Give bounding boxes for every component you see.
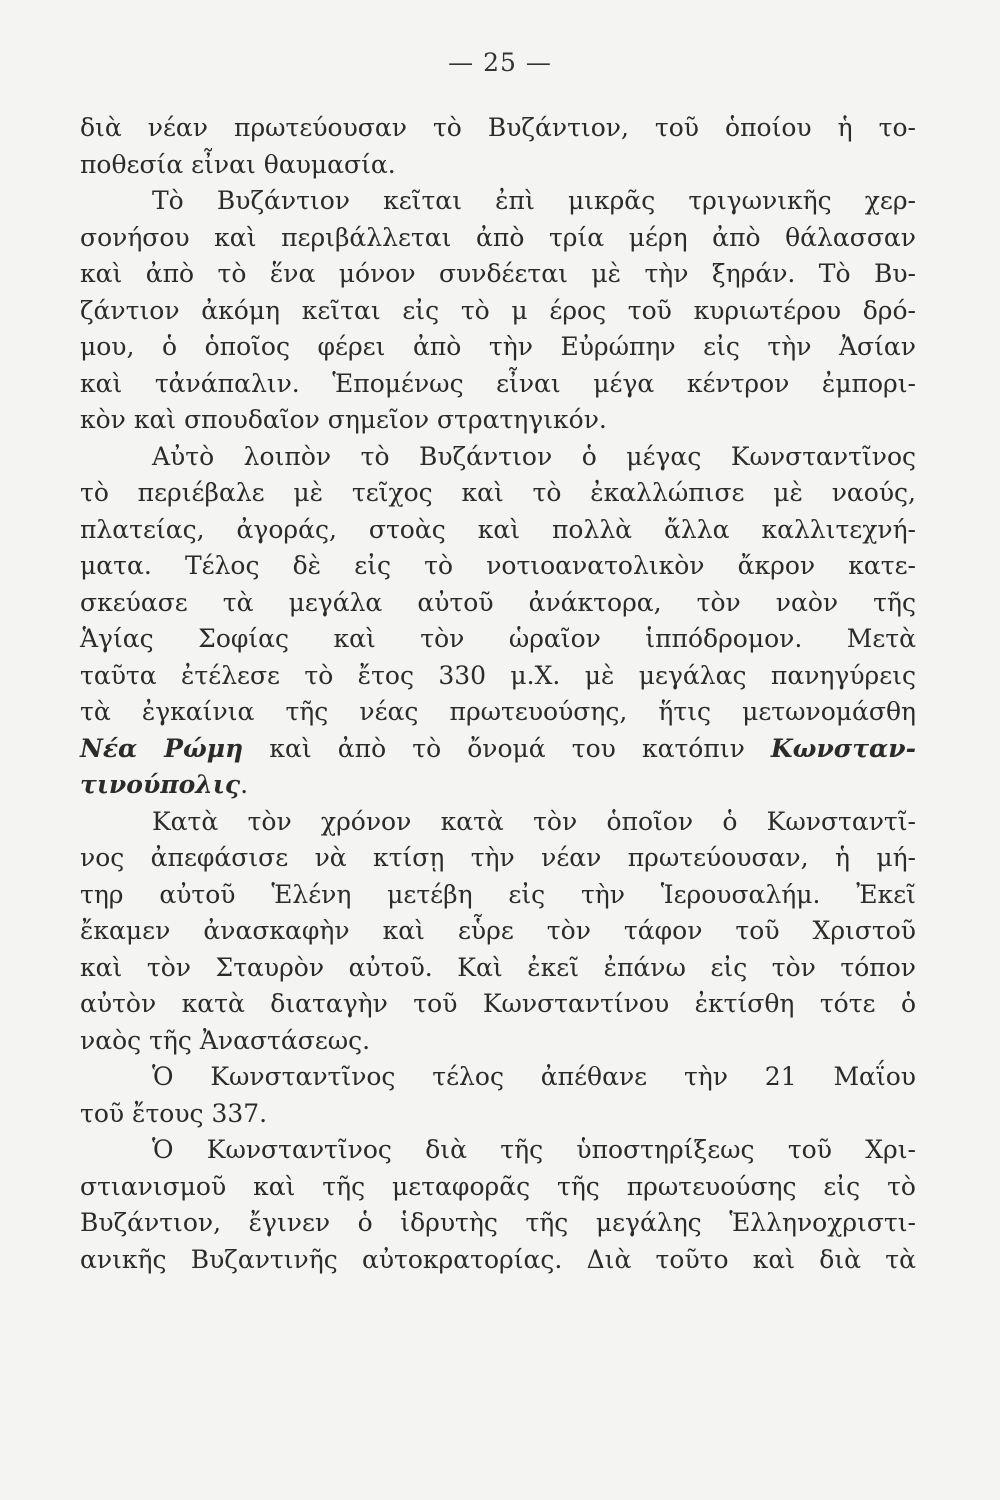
emphasis-konstantinoupolis: Κωνσταν- xyxy=(770,733,916,763)
text-line: Βυζάντιον, ἔγινεν ὁ ἱδρυτὴς τῆς μεγάλης Ἑλληνοχριστι- xyxy=(80,1208,916,1237)
text-line: τὸ περιέβαλε μὲ τεῖχος καὶ τὸ ἐκαλλώπισε μὲ ναούς, xyxy=(80,478,916,507)
text-fragment: καὶ ἀπὸ τὸ ὄνομά του κατόπιν xyxy=(243,733,771,763)
text-line: καὶ ἀπὸ τὸ ἕνα μόνον συνδέεται μὲ τὴν ξηράν. Τὸ Βυ- xyxy=(80,259,916,288)
text-line: Ἁγίας Σοφίας καὶ τὸν ὡραῖον ἱππόδρομον. Μετὰ xyxy=(80,624,916,653)
text-line: διὰ νέαν πρωτεύουσαν τὸ Βυζάντιον, τοῦ ὁποίου ἡ το- xyxy=(80,113,916,142)
text-line: τοῦ ἔτους 337. xyxy=(80,1098,268,1128)
text-line: ταῦτα ἐτέλεσε τὸ ἔτος 330 μ.Χ. μὲ μεγάλας πανηγύρεις xyxy=(80,660,916,690)
text-line: Τὸ Βυζάντιον κεῖται ἐπὶ μικρᾶς τριγωνικῆς χερ- xyxy=(152,186,916,215)
body-text xyxy=(80,110,916,1278)
text-line: τηρ αὐτοῦ Ἑλένη μετέβη εἰς τὴν Ἱερουσαλήμ. Ἐκεῖ xyxy=(80,879,916,909)
text-line xyxy=(80,731,916,768)
text-line: κὸν καὶ σπουδαῖον σημεῖον στρατηγικόν. xyxy=(80,405,607,434)
text-line: Ὁ Κωνσταντῖνος τέλος ἀπέθανε τὴν 21 Μαΐου xyxy=(152,1062,916,1091)
emphasis-konstantinoupolis-end: τινούπολις xyxy=(80,770,241,799)
text-line: καὶ τἀνάπαλιν. Ἑπομένως εἶναι μέγα κέντρον ἐμπορι- xyxy=(80,368,916,398)
text-line xyxy=(80,767,916,804)
text-line: Αὐτὸ λοιπὸν τὸ Βυζάντιον ὁ μέγας Κωνσταντῖνος xyxy=(152,441,916,471)
text-line: ανικῆς Βυζαντινῆς αὐτοκρατορίας. Διὰ τοῦτο καὶ διὰ τὰ xyxy=(80,1244,916,1274)
text-line: πλατείας, ἀγοράς, στοὰς καὶ πολλὰ ἄλλα καλλιτεχνή- xyxy=(80,514,916,544)
text-line: σκεύασε τὰ μεγάλα αὐτοῦ ἀνάκτορα, τὸν ναὸν τῆς xyxy=(80,587,916,617)
text-line: τὰ ἐγκαίνια τῆς νέας πρωτευούσης, ἥτις μετωνομάσθη xyxy=(80,697,916,726)
text-line: νος ἀπεφάσισε νὰ κτίσῃ τὴν νέαν πρωτεύουσαν, ἡ μή- xyxy=(80,843,916,872)
text-line: στιανισμοῦ καὶ τῆς μεταφορᾶς τῆς πρωτευούσης εἰς τὸ xyxy=(80,1171,916,1201)
text-line: αὐτὸν κατὰ διαταγὴν τοῦ Κωνσταντίνου ἐκτίσθη τότε ὁ xyxy=(80,989,916,1018)
text-line: μου, ὁ ὁποῖος φέρει ἀπὸ τὴν Εὐρώπην εἰς τὴν Ἀσίαν xyxy=(80,332,916,361)
page-number: — 25 — xyxy=(448,48,552,77)
text-line: ἔκαμεν ἀνασκαφὴν καὶ εὗρε τὸν τάφον τοῦ Χριστοῦ xyxy=(80,916,916,945)
text-line: Ὁ Κωνσταντῖνος διὰ τῆς ὑποστηρίξεως τοῦ Χρι- xyxy=(152,1135,916,1164)
text-line: ζάντιον ἀκόμη κεῖται εἰς τὸ μ έρος τοῦ κυριωτέρου δρό- xyxy=(80,295,916,325)
text-line: ποθεσία εἶναι θαυμασία. xyxy=(80,149,396,179)
text-line: Κατὰ τὸν χρόνον κατὰ τὸν ὁποῖον ὁ Κωνσταντῖ- xyxy=(152,806,916,836)
text-fragment: . xyxy=(240,770,249,799)
emphasis-nea-romi: Νέα Ρώμη xyxy=(80,733,244,763)
text-line: ματα. Τέλος δὲ εἰς τὸ νοτιοανατολικὸν ἄκρον κατε- xyxy=(80,551,916,580)
text-line: ναὸς τῆς Ἀναστάσεως. xyxy=(80,1025,371,1055)
text-line: καὶ τὸν Σταυρὸν αὐτοῦ. Καὶ ἐκεῖ ἐπάνω εἰς τὸν τόπον xyxy=(80,952,916,982)
text-line: σονήσου καὶ περιβάλλεται ἀπὸ τρία μέρη ἀπὸ θάλασσαν xyxy=(80,222,916,252)
